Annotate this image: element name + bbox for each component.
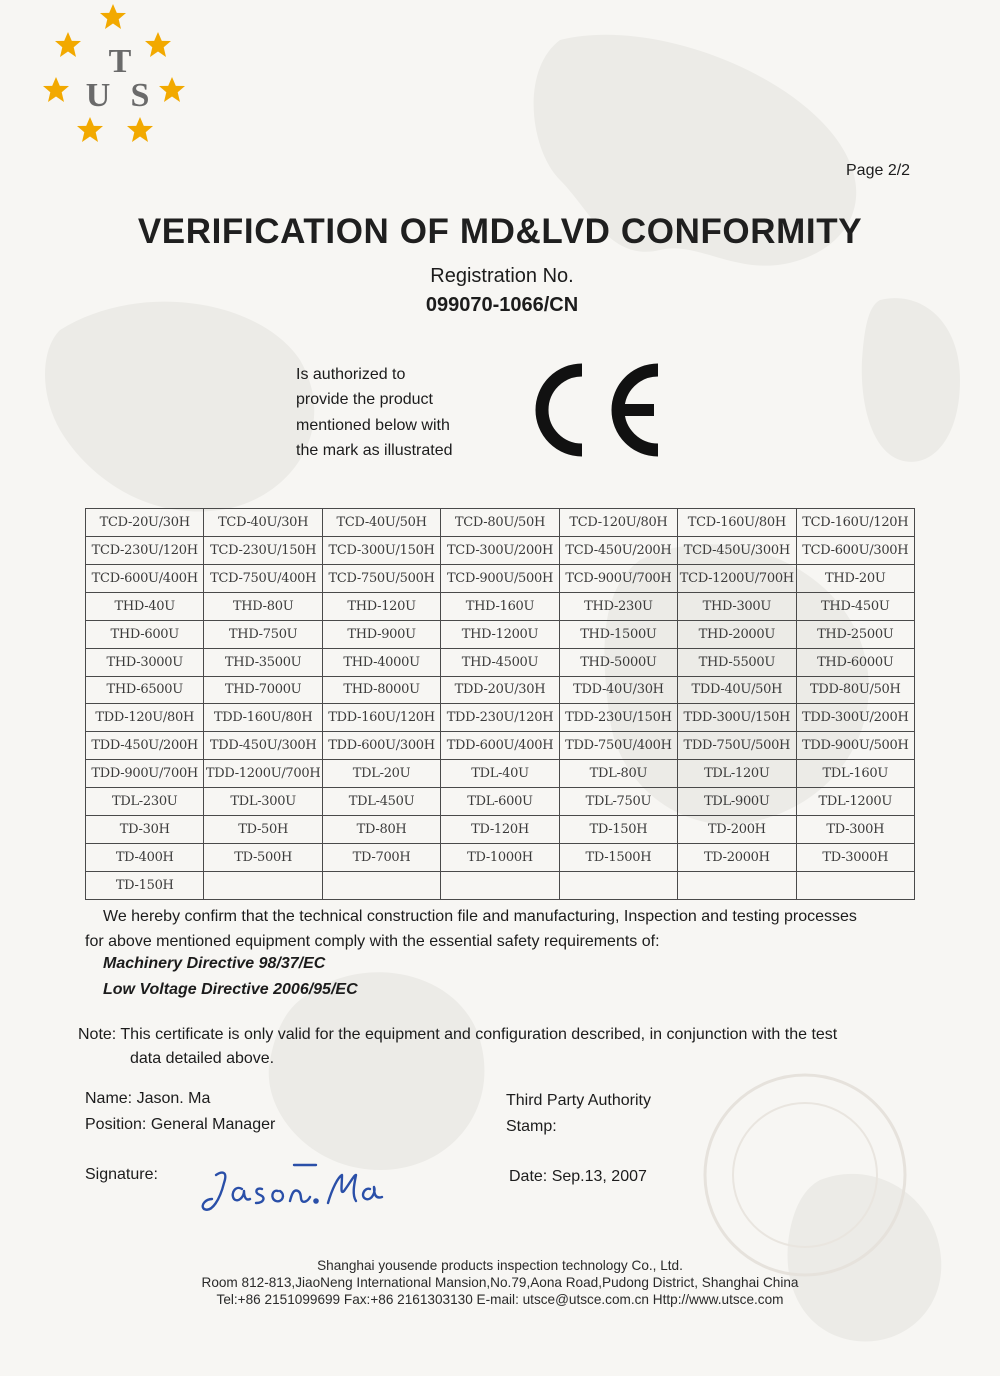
model-cell: TD-30H <box>86 816 204 844</box>
model-cell: TD-150H <box>86 871 204 899</box>
model-cell: TCD-450U/300H <box>678 536 796 564</box>
model-cell: TDL-230U <box>86 788 204 816</box>
conformity-line: We hereby confirm that the technical construction file and manufacturing, Inspection and testing processes <box>103 908 857 925</box>
model-cell: TCD-20U/30H <box>86 509 204 537</box>
company-footer <box>0 1257 1000 1308</box>
model-cell: TD-300H <box>796 816 914 844</box>
model-cell: TDL-1200U <box>796 788 914 816</box>
model-cell: THD-1500U <box>559 620 677 648</box>
model-cell: TCD-230U/120H <box>86 536 204 564</box>
model-cell: TCD-160U/80H <box>678 509 796 537</box>
model-cell: TCD-750U/400H <box>204 564 322 592</box>
footer-address: Room 812-813,JiaoNeng International Mansion,No.79,Aona Road,Pudong District, Shanghai China <box>201 1275 799 1290</box>
model-cell: THD-6000U <box>796 648 914 676</box>
model-cell: THD-7000U <box>204 676 322 704</box>
model-cell: THD-40U <box>86 592 204 620</box>
signatory-name: Name: Jason. Ma <box>85 1090 211 1107</box>
model-cell: TDD-600U/400H <box>441 732 559 760</box>
model-cell: TD-200H <box>678 816 796 844</box>
model-cell: THD-3500U <box>204 648 322 676</box>
table-row <box>86 536 915 564</box>
model-cell: THD-900U <box>322 620 440 648</box>
model-cell: TD-500H <box>204 844 322 872</box>
registration-label: Registration No. <box>430 265 574 287</box>
table-row <box>86 788 915 816</box>
model-cell: TCD-750U/500H <box>322 564 440 592</box>
table-row <box>86 620 915 648</box>
model-cell: TDD-750U/500H <box>678 732 796 760</box>
model-cell <box>678 871 796 899</box>
model-cell: TDD-40U/50H <box>678 676 796 704</box>
logo-letter-s: S <box>130 77 150 114</box>
model-cell: TCD-230U/150H <box>204 536 322 564</box>
model-cell: THD-2000U <box>678 620 796 648</box>
model-cell: TD-2000H <box>678 844 796 872</box>
model-cell: TDD-900U/700H <box>86 760 204 788</box>
model-cell: THD-5000U <box>559 648 677 676</box>
model-cell: TCD-300U/200H <box>441 536 559 564</box>
model-cell <box>559 871 677 899</box>
model-cell: TCD-120U/80H <box>559 509 677 537</box>
footer-company-name: Shanghai yousende products inspection technology Co., Ltd. <box>317 1258 683 1273</box>
model-cell: THD-2500U <box>796 620 914 648</box>
model-cell: TDD-230U/120H <box>441 704 559 732</box>
model-cell: TDL-900U <box>678 788 796 816</box>
model-cell: TCD-600U/400H <box>86 564 204 592</box>
model-cell: TDD-120U/80H <box>86 704 204 732</box>
model-cell: TDL-120U <box>678 760 796 788</box>
stamp-label: Stamp: <box>506 1118 557 1135</box>
authorization-line: Is authorized to <box>296 366 406 383</box>
model-cell: THD-1200U <box>441 620 559 648</box>
model-cell <box>322 871 440 899</box>
model-cell: TD-80H <box>322 816 440 844</box>
model-cell: TDL-80U <box>559 760 677 788</box>
model-cell: THD-750U <box>204 620 322 648</box>
table-row <box>86 592 915 620</box>
model-cell: THD-3000U <box>86 648 204 676</box>
table-row <box>86 676 915 704</box>
faded-stamp-seal <box>690 1060 920 1290</box>
model-cell: THD-80U <box>204 592 322 620</box>
model-cell: THD-4000U <box>322 648 440 676</box>
footer-contacts: Tel:+86 2151099699 Fax:+86 2161303130 E-mail: utsce@utsce.com.cn Http://www.utsce.com <box>216 1292 784 1307</box>
model-cell <box>204 871 322 899</box>
logo-letter-t: T <box>108 43 132 80</box>
model-cell: TDL-750U <box>559 788 677 816</box>
ce-mark-icon <box>530 360 670 460</box>
table-row <box>86 648 915 676</box>
model-cell: TDL-600U <box>441 788 559 816</box>
model-cell: TDD-160U/80H <box>204 704 322 732</box>
model-cell: TDL-20U <box>322 760 440 788</box>
model-cell: TD-150H <box>559 816 677 844</box>
signature-label: Signature: <box>85 1166 158 1183</box>
model-cell: TDD-600U/300H <box>322 732 440 760</box>
handwritten-signature <box>198 1155 388 1220</box>
tus-star-logo <box>40 0 200 160</box>
model-cell: TD-120H <box>441 816 559 844</box>
model-cell: TDL-160U <box>796 760 914 788</box>
model-cell: TDD-900U/500H <box>796 732 914 760</box>
model-cell: TDL-450U <box>322 788 440 816</box>
authorization-line: provide the product <box>296 391 433 409</box>
table-row <box>86 732 915 760</box>
model-cell: TCD-600U/300H <box>796 536 914 564</box>
note-line: Note: This certificate is only valid for the equipment and configuration described, in conjunction with the test <box>78 1026 838 1043</box>
conformity-statement <box>85 904 920 954</box>
table-row <box>86 816 915 844</box>
machinery-directive: Machinery Directive 98/37/EC <box>103 955 326 972</box>
model-cell: TDL-40U <box>441 760 559 788</box>
model-cell: TCD-450U/200H <box>559 536 677 564</box>
logo-letter-u: U <box>85 77 111 114</box>
model-cell: TCD-160U/120H <box>796 509 914 537</box>
model-cell: THD-4500U <box>441 648 559 676</box>
table-row <box>86 844 915 872</box>
model-cell: THD-300U <box>678 592 796 620</box>
model-cell: TDD-450U/200H <box>86 732 204 760</box>
low-voltage-directive: Low Voltage Directive 2006/95/EC <box>103 981 358 998</box>
model-cell: TDD-750U/400H <box>559 732 677 760</box>
table-row <box>86 564 915 592</box>
model-cell: TDD-40U/30H <box>559 676 677 704</box>
model-cell: TCD-900U/500H <box>441 564 559 592</box>
model-cell: TDL-300U <box>204 788 322 816</box>
model-cell: TD-700H <box>322 844 440 872</box>
model-cell: THD-5500U <box>678 648 796 676</box>
model-cell <box>796 871 914 899</box>
model-cell: TCD-900U/700H <box>559 564 677 592</box>
model-cell: TDD-1200U/700H <box>204 760 322 788</box>
issue-date: Date: Sep.13, 2007 <box>509 1168 647 1185</box>
product-models-table <box>85 508 915 900</box>
model-cell: TCD-80U/50H <box>441 509 559 537</box>
authorization-line: the mark as illustrated <box>296 441 453 459</box>
model-cell: TDD-300U/200H <box>796 704 914 732</box>
model-cell: TCD-40U/50H <box>322 509 440 537</box>
model-cell: TD-50H <box>204 816 322 844</box>
model-cell: TDD-20U/30H <box>441 676 559 704</box>
model-cell: THD-600U <box>86 620 204 648</box>
model-cell: TDD-450U/300H <box>204 732 322 760</box>
authorization-statement <box>296 362 453 463</box>
authorization-line: mentioned below with <box>296 416 450 434</box>
signatory-position: Position: General Manager <box>85 1116 276 1133</box>
model-cell: TDD-230U/150H <box>559 704 677 732</box>
model-cell: TD-400H <box>86 844 204 872</box>
model-cell: TD-1500H <box>559 844 677 872</box>
table-row <box>86 871 915 899</box>
conformity-line: for above mentioned equipment comply with the essential safety requirements of: <box>85 933 660 950</box>
model-cell: TDD-160U/120H <box>322 704 440 732</box>
note-line: data detailed above. <box>130 1050 275 1067</box>
model-cell: TCD-300U/150H <box>322 536 440 564</box>
model-cell: THD-450U <box>796 592 914 620</box>
model-cell: TD-1000H <box>441 844 559 872</box>
registration-number: 099070-1066/CN <box>425 294 579 316</box>
third-party-authority-label: Third Party Authority <box>506 1092 651 1109</box>
model-cell: THD-8000U <box>322 676 440 704</box>
model-cell: THD-230U <box>559 592 677 620</box>
model-cell: TD-3000H <box>796 844 914 872</box>
model-cell: TDD-300U/150H <box>678 704 796 732</box>
table-row <box>86 509 915 537</box>
table-row <box>86 760 915 788</box>
model-cell: TDD-80U/50H <box>796 676 914 704</box>
model-cell <box>441 871 559 899</box>
model-cell: THD-120U <box>322 592 440 620</box>
model-cell: THD-20U <box>796 564 914 592</box>
model-cell: THD-160U <box>441 592 559 620</box>
model-cell: TCD-1200U/700H <box>678 564 796 592</box>
certificate-title: VERIFICATION OF MD&LVD CONFORMITY <box>137 212 863 251</box>
model-cell: TCD-40U/30H <box>204 509 322 537</box>
model-cell: THD-6500U <box>86 676 204 704</box>
table-row <box>86 704 915 732</box>
page-number: Page 2/2 <box>846 162 911 179</box>
